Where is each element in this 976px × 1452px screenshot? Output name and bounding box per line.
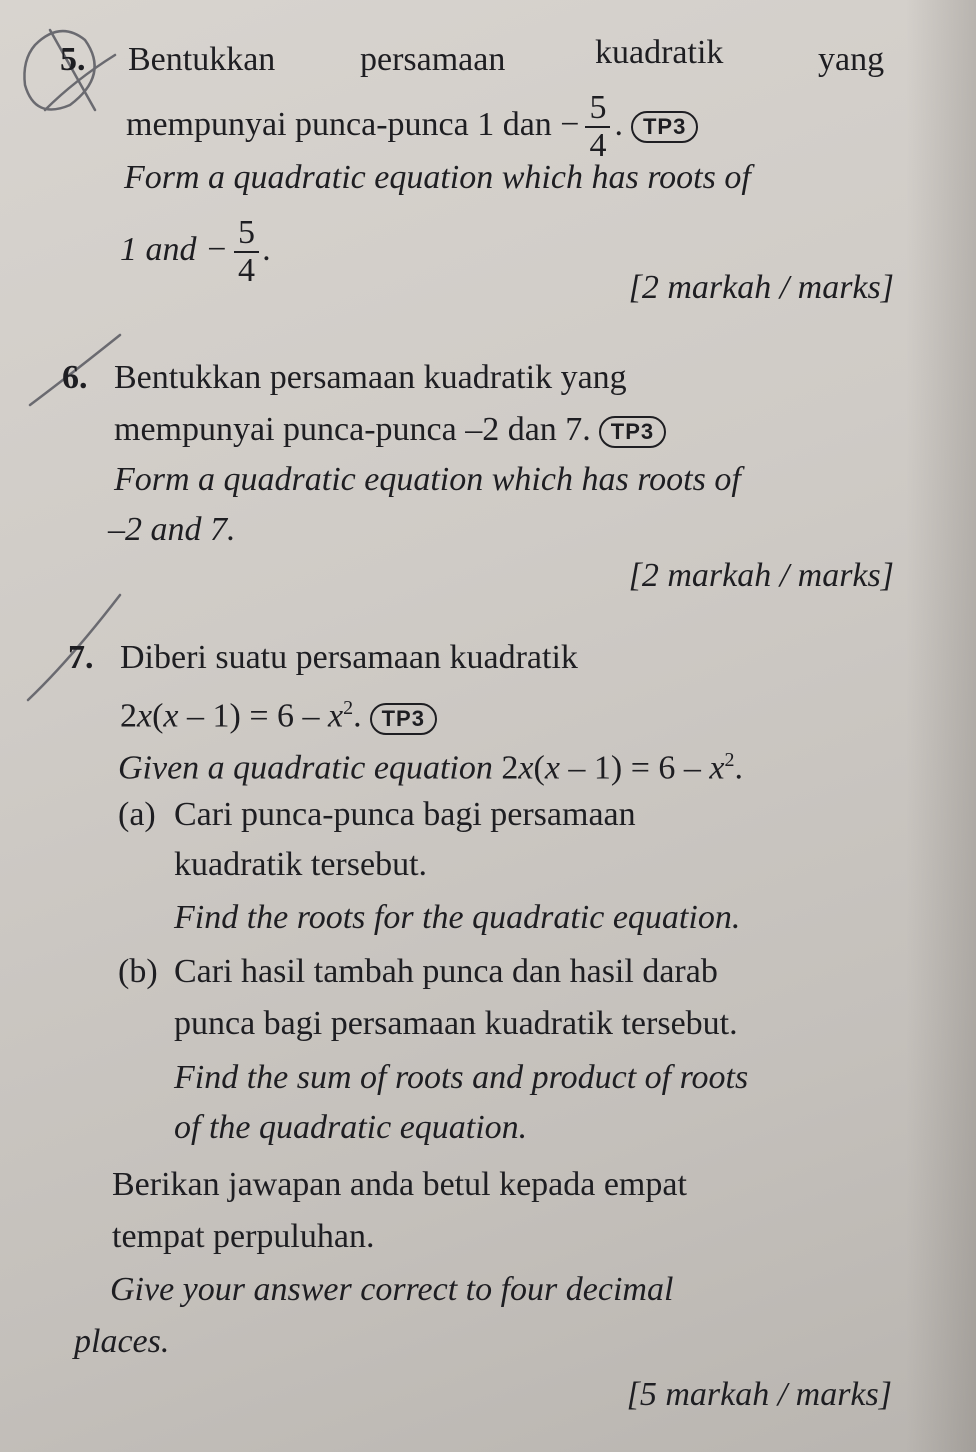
malay-word: yang bbox=[818, 41, 885, 78]
malay-text: Diberi suatu persamaan kuadratik bbox=[120, 639, 578, 676]
malay-word: persamaan bbox=[360, 41, 506, 78]
malay-text: mempunyai punca-punca 1 dan bbox=[126, 106, 552, 143]
question-number: 5. bbox=[60, 41, 86, 78]
tp3-badge: TP3 bbox=[631, 111, 698, 143]
part-b-english: Find the sum of roots and product of roots bbox=[174, 1059, 749, 1096]
part-b-malay: punca bagi persamaan kuadratik tersebut. bbox=[174, 1005, 738, 1042]
english-given: Given a quadratic equation $2x(x - 1) = 6 - x^2$. bbox=[118, 749, 743, 787]
malay-word: Bentukkan bbox=[128, 41, 276, 78]
marks-label: [5 markah / marks] bbox=[626, 1376, 892, 1413]
marks-label: [2 markah / marks] bbox=[628, 557, 894, 594]
marks-label: [2 markah / marks] bbox=[628, 269, 894, 306]
minus-sign: − bbox=[560, 106, 580, 143]
malay-text: Bentukkan persamaan kuadratik yang bbox=[114, 359, 627, 396]
tp3-badge: TP3 bbox=[599, 416, 666, 448]
tp3-badge: TP3 bbox=[370, 703, 437, 735]
instruction-english: places. bbox=[74, 1323, 170, 1360]
english-text: Form a quadratic equation which has roots of bbox=[124, 159, 751, 196]
english-text: –2 and 7. bbox=[108, 511, 236, 548]
part-b-label: (b) bbox=[118, 953, 158, 990]
part-a-malay: kuadratik tersebut. bbox=[174, 846, 428, 883]
english-text: Form a quadratic equation which has roots of bbox=[114, 461, 741, 498]
part-a-malay: Cari punca-punca bagi persamaan bbox=[174, 796, 636, 833]
fraction: $\frac{5}{4}$ bbox=[234, 215, 259, 289]
malay-line-roots: mempunyai punca-punca 1 dan − $\frac{5}{4}$ . TP3 bbox=[126, 83, 698, 167]
english-line-roots: 1 and − $\frac{5}{4}$ . bbox=[120, 214, 272, 290]
malay-line-roots: mempunyai punca-punca –2 dan 7. TP3 bbox=[114, 410, 666, 450]
question-number: 7. bbox=[68, 639, 94, 676]
part-a-english: Find the roots for the quadratic equation. bbox=[174, 899, 741, 936]
fraction: $\frac{5}{4}$ bbox=[585, 90, 610, 164]
part-b-english: of the quadratic equation. bbox=[174, 1109, 528, 1146]
equation: $2x(x - 1) = 6 - x^2$. TP3 bbox=[120, 688, 437, 736]
instruction-english: Give your answer correct to four decimal bbox=[110, 1271, 674, 1308]
instruction-malay: tempat perpuluhan. bbox=[112, 1218, 375, 1255]
part-a-label: (a) bbox=[118, 796, 156, 833]
question-number: 6. bbox=[62, 359, 88, 396]
part-b-malay: Cari hasil tambah punca dan hasil darab bbox=[174, 953, 718, 990]
instruction-malay: Berikan jawapan anda betul kepada empat bbox=[112, 1166, 687, 1203]
malay-word: kuadratik bbox=[595, 34, 724, 71]
